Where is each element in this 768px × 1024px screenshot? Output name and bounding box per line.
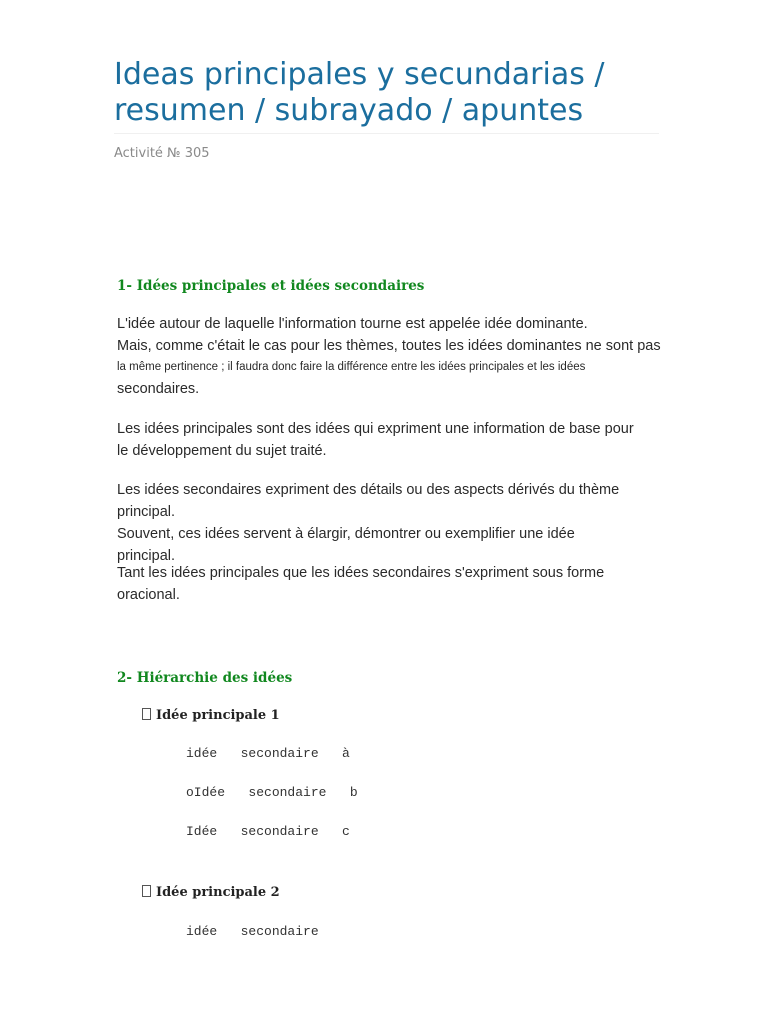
paragraph-line: Souvent, ces idées servent à élargir, démontrer ou exemplifier une idée [117, 526, 575, 542]
page-title: Ideas principales y secundarias / resumen / subrayado / apuntes [114, 57, 659, 134]
main-idea-label: Idée principale 1 [156, 708, 280, 723]
secondary-idea-c: Idée secondaire c [186, 824, 350, 839]
section-1-heading: 1- Idées principales et idées secondaires [117, 278, 425, 294]
main-idea-1 [142, 707, 280, 725]
paragraph-oracional: Tant les idées principales que les idées secondaires s'expriment sous forme oracional. [117, 565, 605, 603]
paragraph-line: secondaires. [117, 381, 200, 397]
paragraph-line: Les idées secondaires expriment des détails ou des aspects dérivés du thème principal. [117, 482, 620, 520]
secondary-idea-b: oIdée secondaire b [186, 785, 358, 800]
paragraph-line: L'idée autour de laquelle l'information tourne est appelée idée dominante. [117, 316, 588, 332]
secondary-idea: idée secondaire [186, 924, 319, 939]
paragraph-main-ideas: Les idées principales sont des idées qui expriment une information de base pour le développement du sujet traité. [117, 421, 634, 459]
main-idea-2 [142, 884, 280, 902]
section-2-heading: 2- Hiérarchie des idées [117, 670, 293, 686]
bullet-box-icon [142, 885, 151, 897]
paragraph-secondary-ideas [117, 479, 677, 567]
paragraph-line: Mais, comme c'était le cas pour les thèmes, toutes les idées dominantes ne sont pas [117, 338, 661, 354]
bullet-box-icon [142, 708, 151, 720]
main-idea-label: Idée principale 2 [156, 885, 280, 900]
paragraph-line-small: la même pertinence ; il faudra donc faire la différence entre les idées principales et les idées [117, 361, 586, 373]
activity-number: Activité № 305 [114, 146, 210, 161]
secondary-idea-a: idée secondaire à [186, 746, 350, 761]
paragraph-line: principal. [117, 548, 176, 564]
paragraph-dominant-idea [117, 313, 677, 400]
